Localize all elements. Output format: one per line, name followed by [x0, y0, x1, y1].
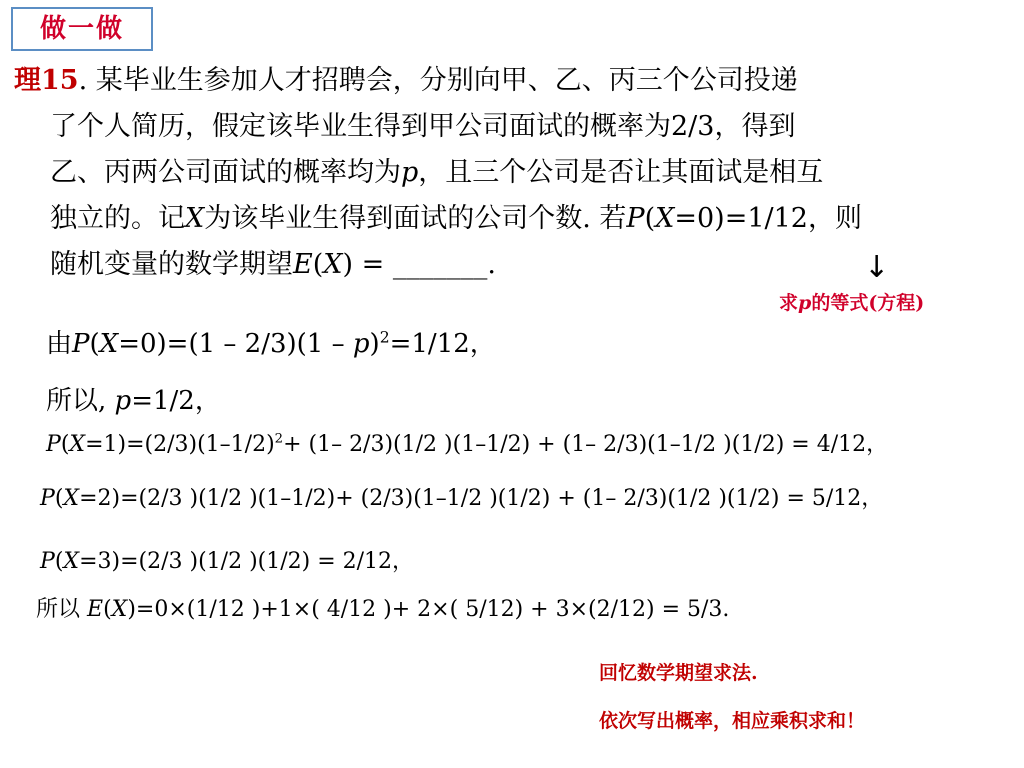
text: (: [54, 549, 64, 574]
var-p: p: [401, 157, 419, 188]
text: =3)=(2/3 )(1/2 )(1/2) = 2/12，: [79, 549, 415, 574]
section-badge: 做一做: [11, 7, 153, 51]
text: (: [54, 486, 64, 511]
problem-number: 理15: [14, 65, 79, 96]
problem-statement: [14, 58, 862, 288]
solution-line-1: [46, 323, 496, 360]
probability-x3: [40, 544, 414, 575]
problem-line-4: [14, 196, 862, 242]
text: ，且三个公司是否让其面试是相互: [418, 157, 824, 188]
var-x: X: [69, 432, 86, 457]
text: 为该毕业生得到面试的公司个数. 若: [204, 203, 627, 234]
text: 由: [46, 329, 73, 359]
text: =0)=1/12，则: [674, 203, 862, 234]
text: 所以,: [46, 386, 115, 416]
expectation-result: [36, 592, 729, 623]
var-x: X: [185, 203, 205, 234]
text: =2)=(2/3 )(1/2 )(1–1/2)+ (2/3)(1–1/2 )(1/2) + (1– 2/3)(1/2 )(1/2) = 5/12，: [79, 486, 884, 511]
text: ): [369, 329, 380, 359]
var-p: P: [46, 432, 61, 457]
problem-line-3: [14, 150, 862, 196]
text: =1)=(2/3)(1–1/2): [85, 432, 275, 457]
var-p: P: [626, 203, 645, 234]
solution-line-2: [46, 380, 221, 417]
var-x: X: [111, 597, 128, 622]
var-x: X: [99, 329, 119, 359]
down-arrow-icon: ↓: [864, 250, 890, 285]
text: (: [89, 329, 100, 359]
var-p: p: [114, 386, 132, 416]
var-p: P: [72, 329, 90, 359]
text: (: [312, 249, 324, 280]
exponent: 2: [274, 431, 284, 447]
var-x: X: [323, 249, 343, 280]
problem-line-1: [14, 58, 862, 104]
text: + (1– 2/3)(1/2 )(1–1/2) + (1– 2/3)(1–1/2 )(1/2) = 4/12，: [283, 432, 889, 457]
text: =1/2，: [131, 386, 221, 416]
var-p: P: [40, 486, 55, 511]
var-p: p: [798, 292, 812, 314]
text: =1/12，: [389, 329, 496, 359]
text: ) = _______.: [342, 249, 496, 280]
text: 所以: [36, 597, 87, 622]
var-e: E: [293, 249, 313, 280]
text: (: [103, 597, 112, 622]
var-x: X: [655, 203, 675, 234]
problem-line-2: 了个人简历，假定该毕业生得到甲公司面试的概率为2/3，得到: [50, 111, 796, 142]
problem-line-5: [14, 242, 862, 288]
text: 独立的。记: [50, 203, 185, 234]
var-x: X: [63, 549, 80, 574]
probability-x2: [40, 481, 883, 512]
annotation-note: [779, 288, 924, 315]
text: 的等式(方程): [811, 292, 925, 314]
var-e: E: [87, 597, 104, 622]
probability-x1: [46, 427, 888, 458]
problem-text: . 某毕业生参加人才招聘会，分别向甲、乙、丙三个公司投递: [78, 65, 798, 96]
text: )=0×(1/12 )+1×( 4/12 )+ 2×( 5/12) + 3×(2/12) = 5/3.: [127, 597, 730, 622]
var-p: P: [40, 549, 55, 574]
text: =0)=(1 – 2/3)(1 –: [118, 329, 353, 359]
tip-1: 回忆数学期望求法.: [599, 662, 758, 684]
text: (: [644, 203, 656, 234]
var-x: X: [63, 486, 80, 511]
var-p: p: [352, 329, 370, 359]
text: 乙、丙两公司面试的概率均为: [50, 157, 401, 188]
exponent: 2: [379, 328, 390, 347]
text: 求: [779, 292, 799, 314]
tip-2: 依次写出概率，相应乘积求和！: [599, 710, 866, 732]
text: (: [60, 432, 70, 457]
text: 随机变量的数学期望: [50, 249, 293, 280]
